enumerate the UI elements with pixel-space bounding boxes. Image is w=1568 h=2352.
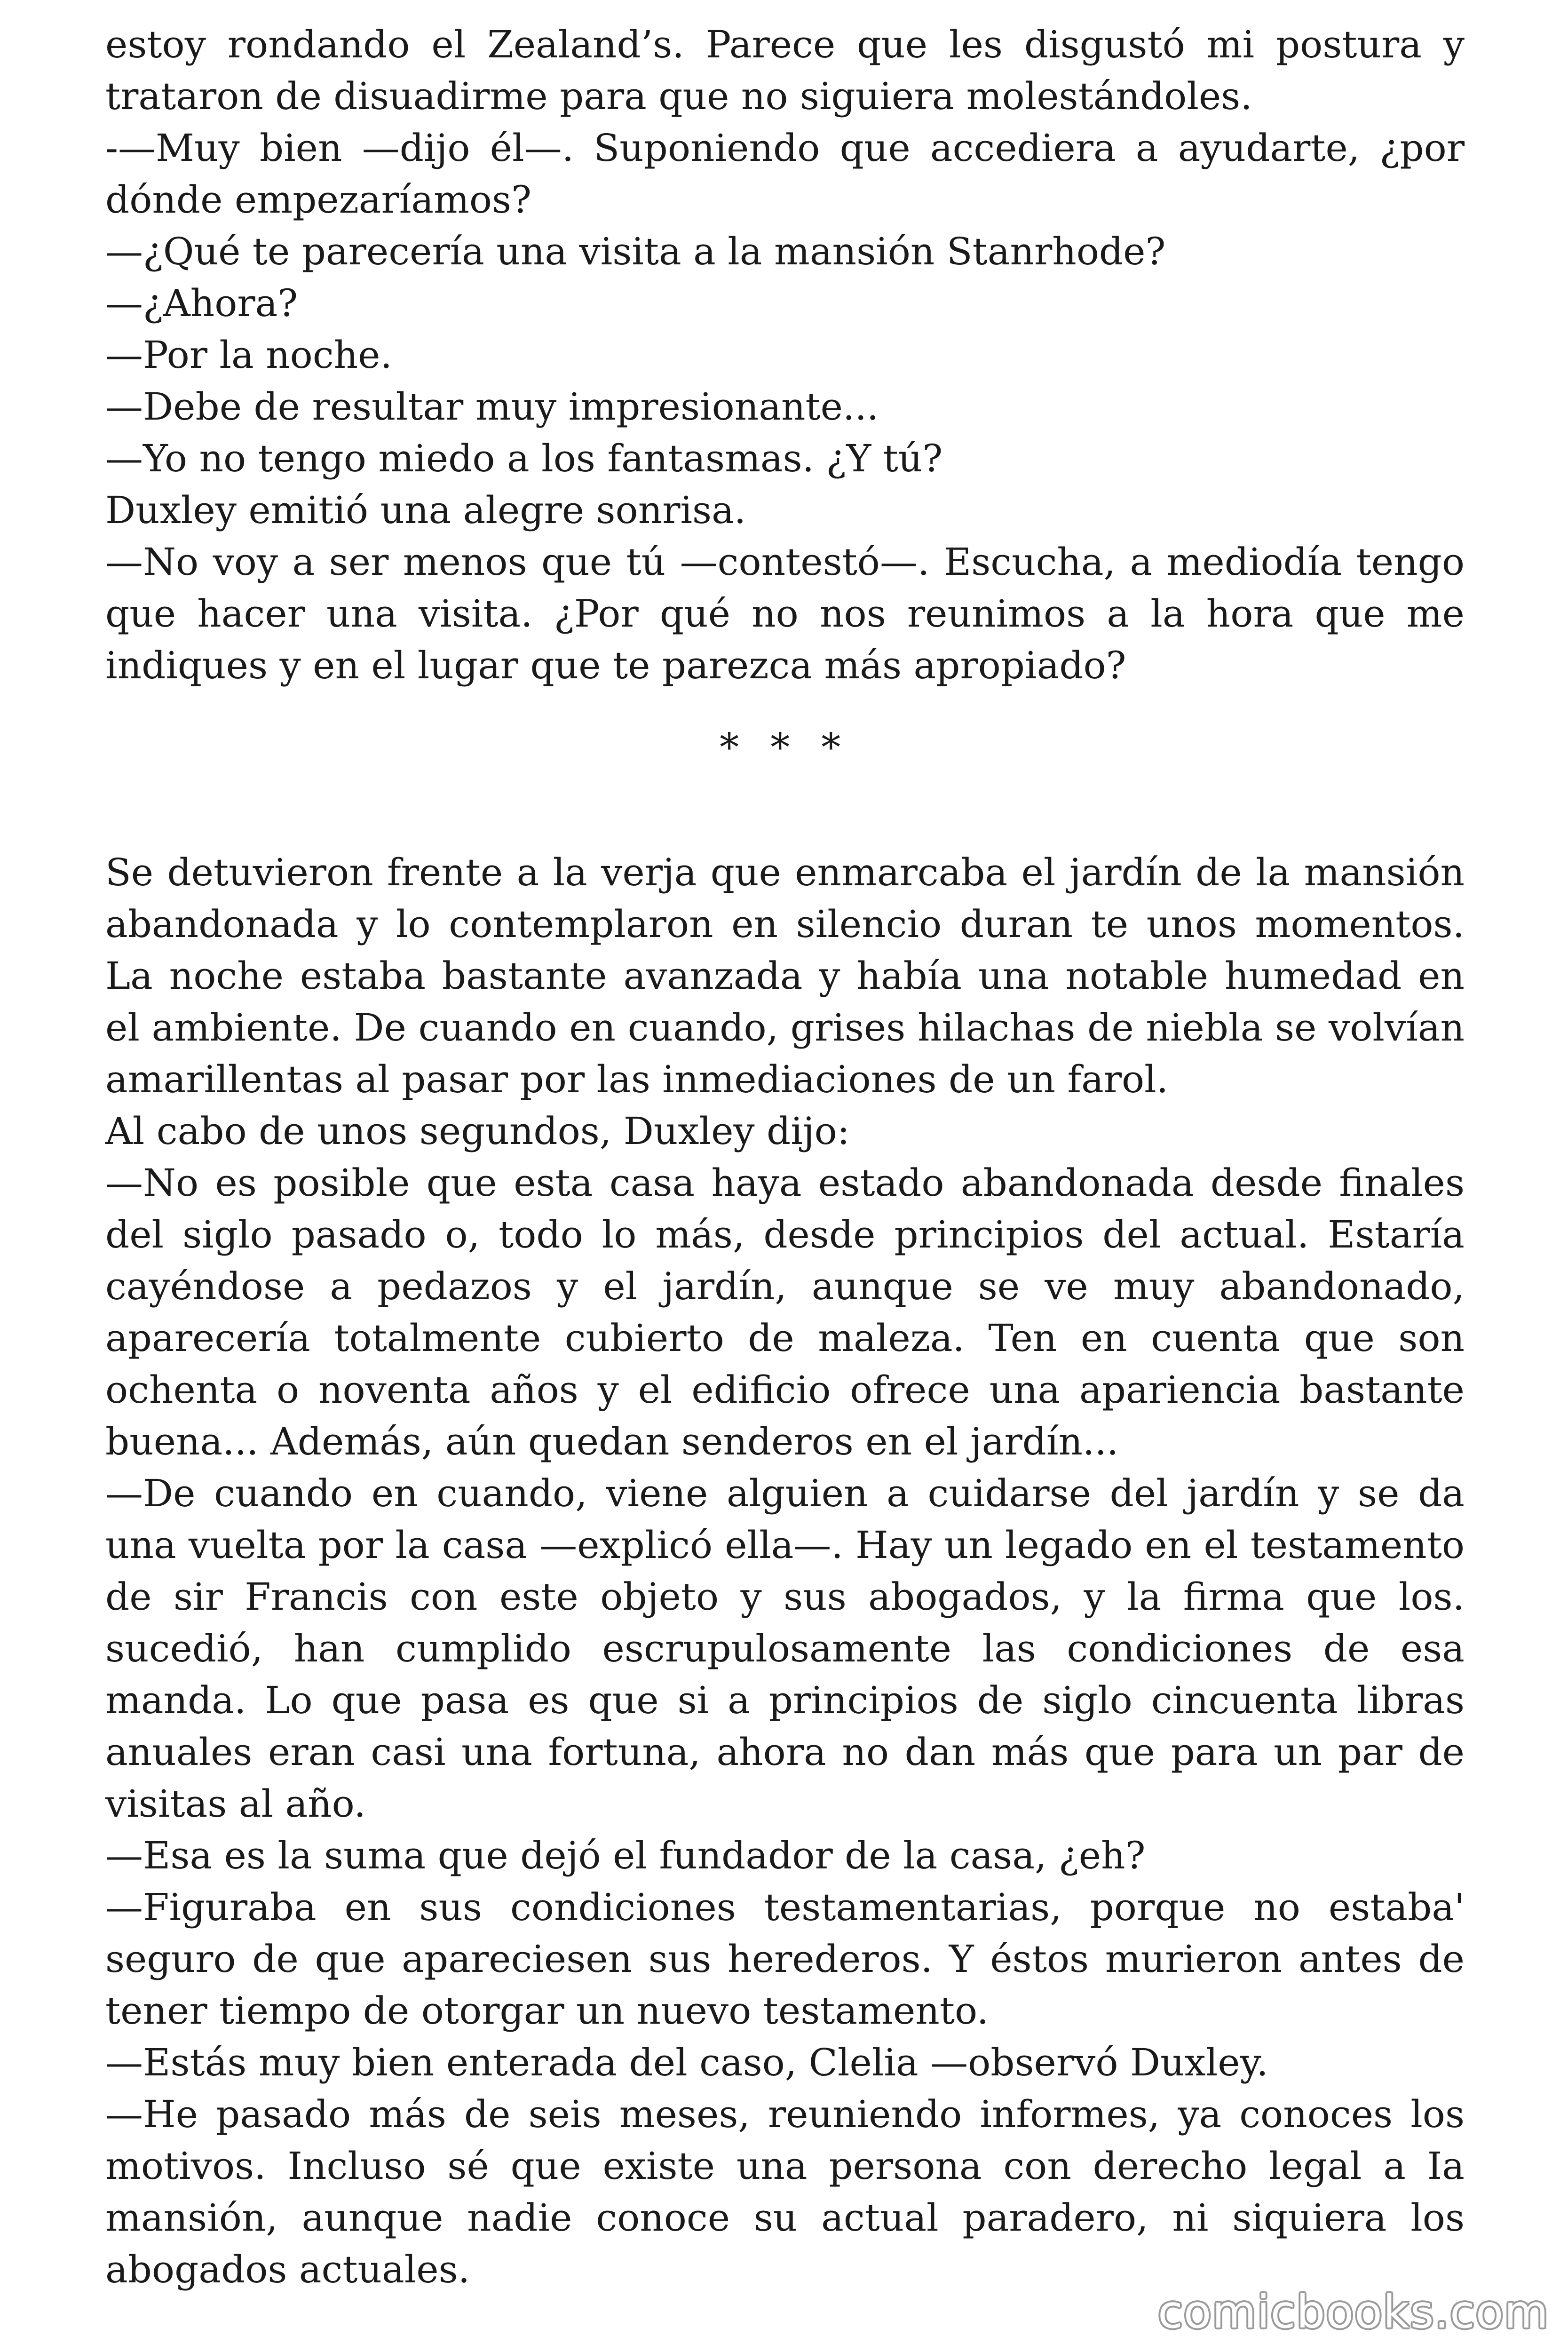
paragraph: —No es posible que esta casa haya estado abandonada desde finales del siglo pasado o, todo lo más, desde principios del actual. Estaría cayéndose a pedazos y el jardín, aunque se ve muy abandonado, aparecería totalmente cubierto de maleza. Ten en cuenta que son ochenta o noventa años y el edificio ofrece una apariencia bastante buena... Además, aún quedan senderos en el jardín...	[105, 1161, 1465, 1463]
text-section-1	[105, 19, 1465, 691]
paragraph: estoy rondando el Zealand’s. Parece que les disgustó mi postura y trataron de disuadirme para que no siguiera molestándoles.	[105, 23, 1465, 118]
paragraph: -—Muy bien —dijo él—. Suponiendo que accediera a ayudarte, ¿por dónde empezaríamos?	[105, 126, 1465, 222]
paragraph: Se detuvieron frente a la verja que enmarcaba el jardín de la mansión abandonada y lo contemplaron en silencio duran te unos momentos. La noche estaba bastante avanzada y había una notable humedad en el ambiente. De cuando en cuando, grises hilachas de niebla se volvían amarillentas al pasar por las inmediaciones de un farol.	[105, 850, 1465, 1101]
book-page	[105, 19, 1465, 2296]
paragraph: —Por la noche.	[105, 333, 392, 377]
paragraph: —He pasado más de seis meses, reuniendo informes, ya conoces los motivos. Incluso sé que existe una persona con derecho legal a Ia mansión, aunque nadie conoce su actual paradero, ni siquiera los abogados actuales.	[105, 2092, 1465, 2291]
paragraph: —Estás muy bien enterada del caso, Clelia —observó Duxley.	[105, 2041, 1268, 2084]
paragraph: Duxley emitió una alegre sonrisa.	[105, 488, 746, 532]
paragraph: —Debe de resultar muy impresionante...	[105, 385, 879, 429]
paragraph: —De cuando en cuando, viene alguien a cuidarse del jardín y se da una vuelta por la casa —explicó ella—. Hay un legado en el testamento de sir Francis con este objeto y sus abogados, y la firma que los. sucedió, han cumplido escrupulosamente las condiciones de esa manda. Lo que pasa es que si a principios de siglo cincuenta libras anuales eran casi una fortuna, ahora no dan más que para un par de visitas al año.	[105, 1471, 1465, 1826]
paragraph: Al cabo de unos segundos, Duxley dijo:	[105, 1109, 850, 1153]
paragraph: —Figuraba en sus condiciones testamentarias, porque no estaba' seguro de que apareciesen sus herederos. Y éstos murieron antes de tener tiempo de otorgar un nuevo testamento.	[105, 1885, 1465, 2033]
paragraph: —Yo no tengo miedo a los fantasmas. ¿Y tú?	[105, 437, 943, 480]
paragraph: —¿Ahora?	[105, 281, 298, 325]
section-separator: * * *	[720, 725, 850, 770]
paragraph: —No voy a ser menos que tú —contestó—. Escucha, a mediodía tengo que hacer una visita. ¿Por qué no nos reunimos a la hora que me indiques y en el lugar que te parezca más apropiado?	[105, 540, 1465, 687]
paragraph: —Esa es la suma que dejó el fundador de la casa, ¿eh?	[105, 1834, 1146, 1877]
paragraph: —¿Qué te parecería una visita a la mansión Stanrhode?	[105, 230, 1166, 273]
site-watermark: comicbooks.com	[1157, 2286, 1549, 2338]
text-section-2	[105, 847, 1465, 2296]
